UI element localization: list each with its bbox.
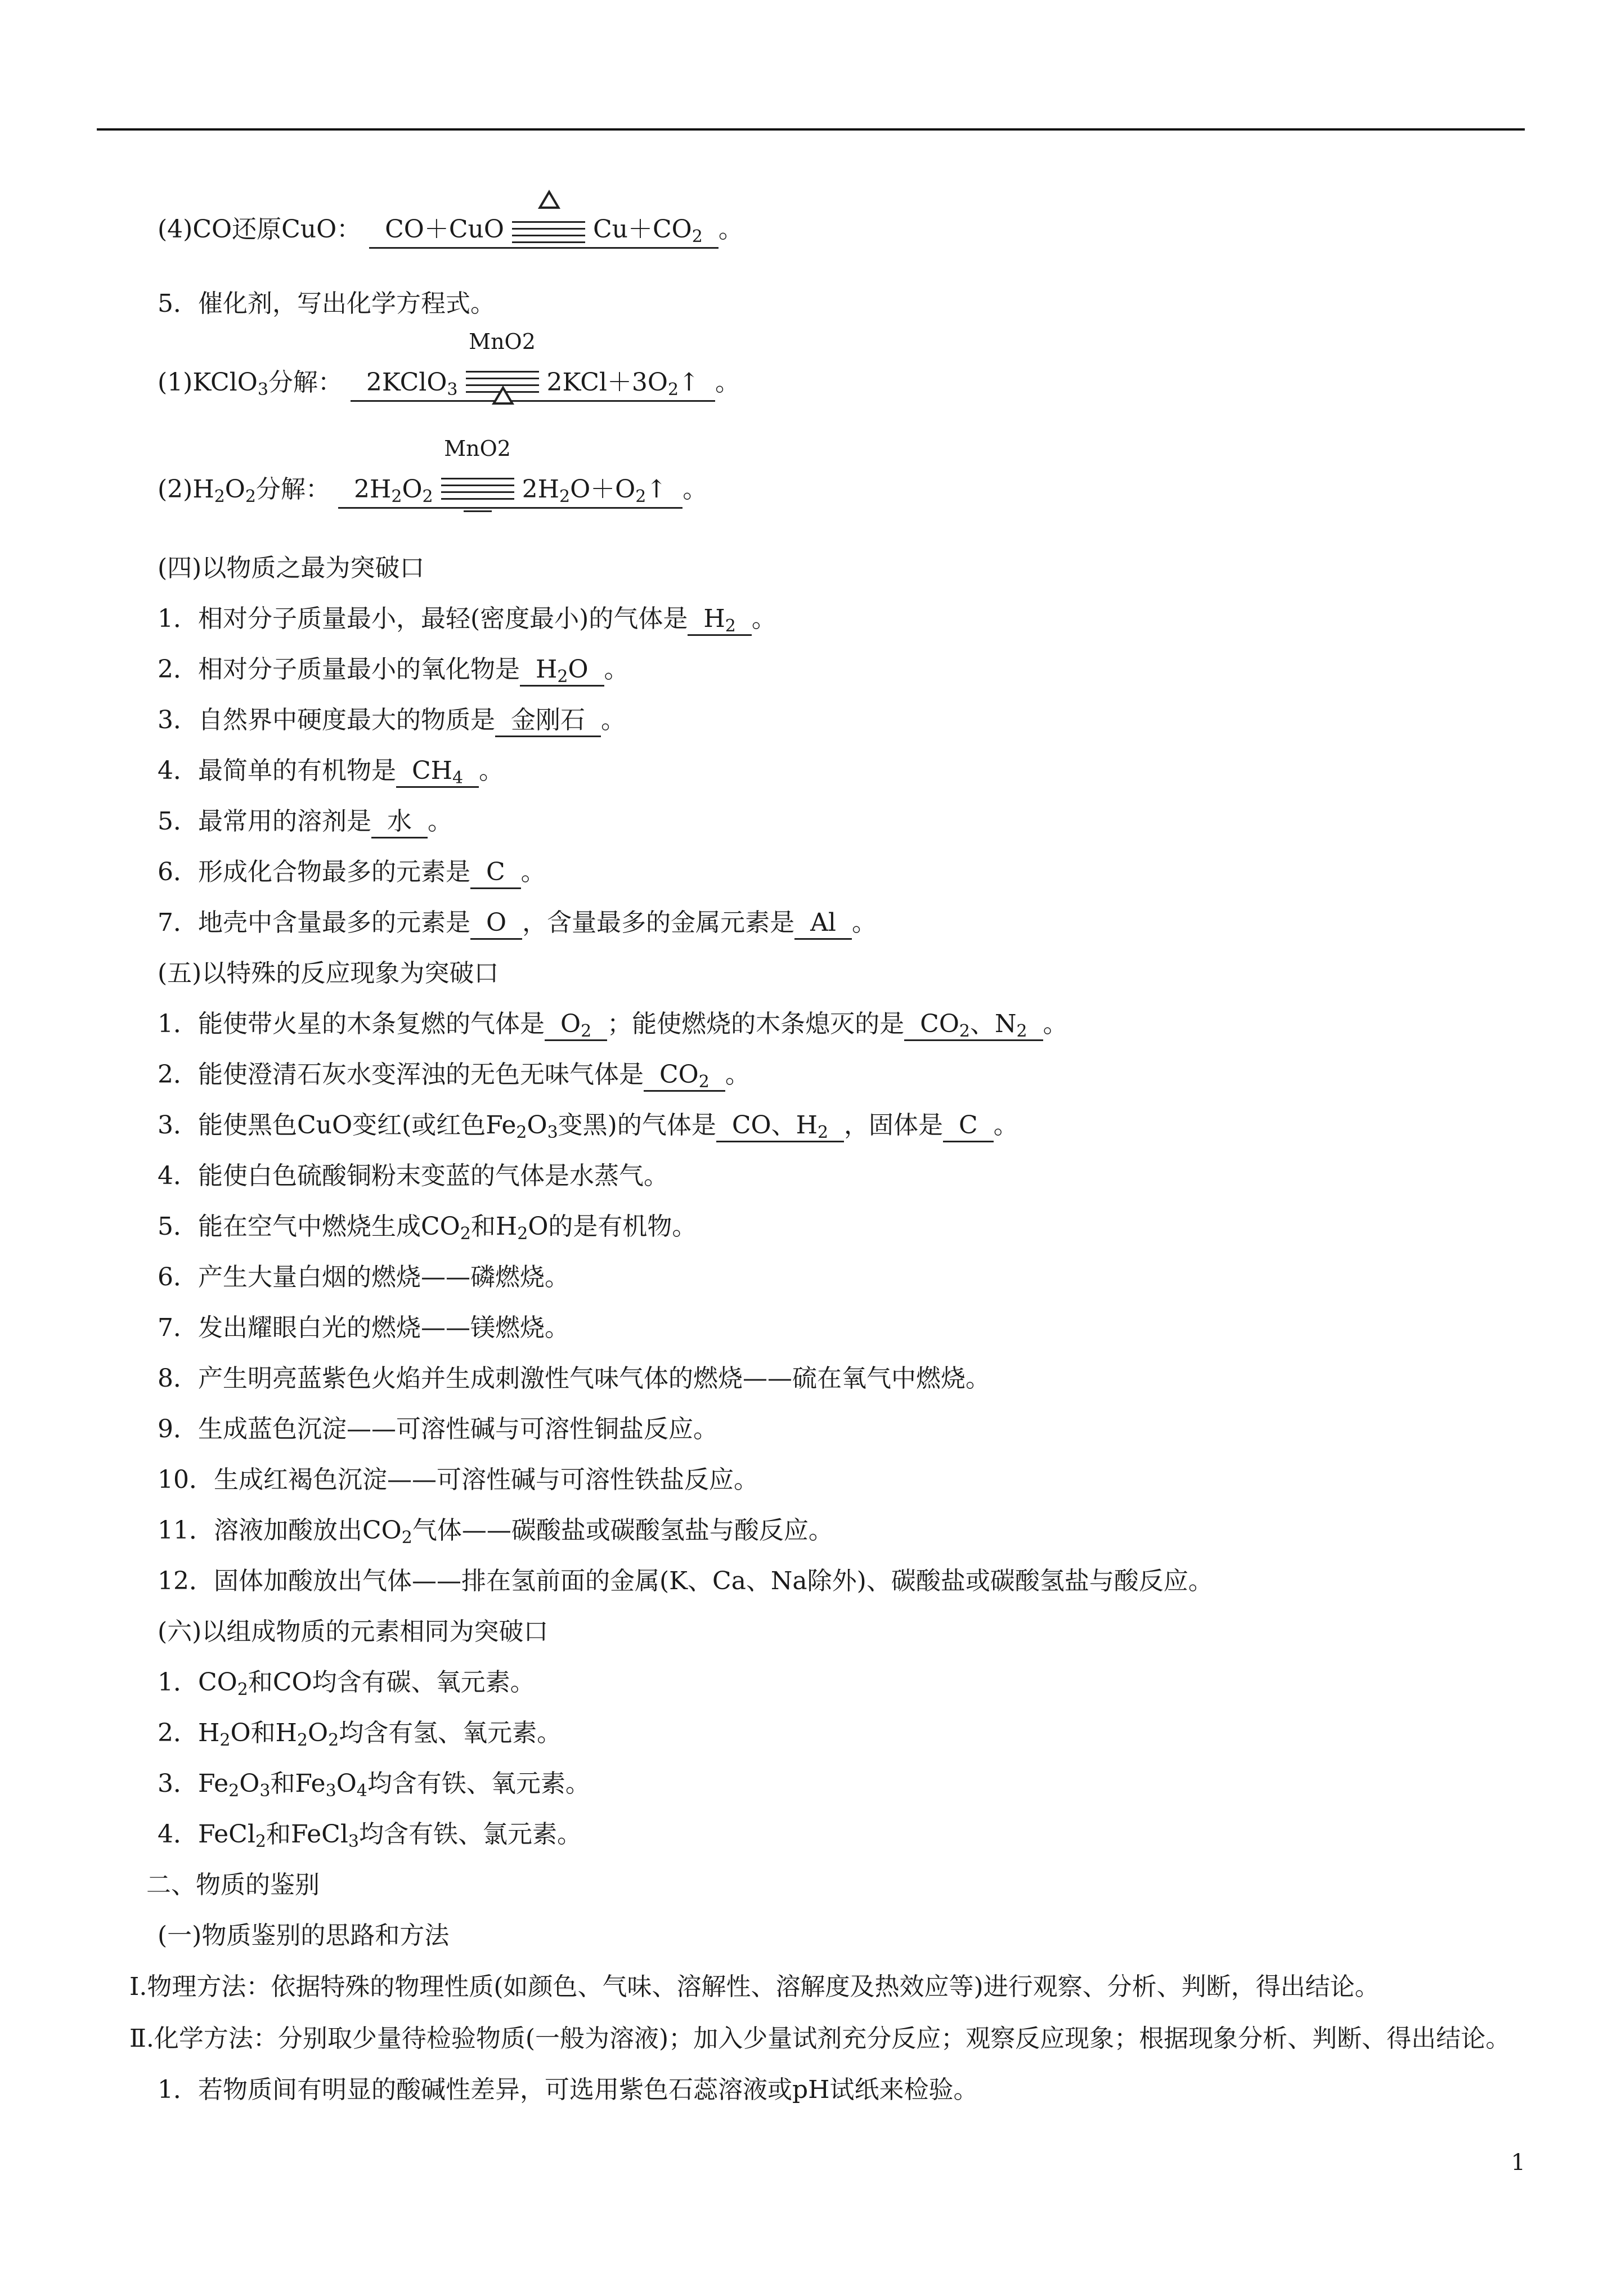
section-heading: (五)以特殊的反应现象为突破口: [158, 959, 499, 988]
list-item: 3．$Fe_2O_3$和$Fe_3O_4$均含有铁、氧元素。: [158, 1769, 590, 1801]
answer-blank: C: [943, 1110, 994, 1142]
answer-blank: 水: [371, 806, 428, 838]
answer-blank: $H_2O$: [520, 654, 604, 687]
paragraph-chemical-method: Ⅱ.化学方法：分别取少量待检验物质(一般为溶液)；加入少量试剂充分反应；观察反应现象；根据现象分析、判断、得出结论。: [129, 2024, 1511, 2053]
list-item: 3．能使黑色CuO变红(或红色$Fe_2O_3$变黑)的气体是 CO、$H_2$ ，固体是 C 。: [158, 1111, 1018, 1142]
list-item: 1．能使带火星的木条复燃的气体是 $O_2$ ；能使燃烧的木条熄灭的是 $CO_2$、$N_2$ 。: [158, 1010, 1068, 1041]
header-rule: [97, 128, 1525, 131]
answer-blank: $2H_2O_2$ MnO2 $2H_2O+O_2↑$: [338, 474, 682, 509]
answer-blank: CO＋CuO $Cu+CO_2$: [369, 214, 719, 249]
catalyst-condition-sign: MnO2: [441, 476, 514, 507]
answer-blank: C: [470, 857, 521, 889]
list-item: 1．相对分子质量最小，最轻(密度最小)的气体是 $H_2$ 。: [158, 604, 776, 636]
paragraph-physical-method: Ⅰ.物理方法：依据特殊的物理性质(如颜色、气味、溶解性、溶解度及热效应等)进行观察、分析、判断，得出结论。: [129, 1972, 1380, 2001]
answer-blank: 2KClO$_3$ MnO2 $2KCl+3O_2↑$: [351, 367, 715, 402]
list-item: 10．生成红褐色沉淀——可溶性碱与可溶性铁盐反应。: [158, 1465, 758, 1494]
answer-blank: CO、$H_2$: [716, 1110, 844, 1142]
list-item: 1．若物质间有明显的酸碱性差异，可选用紫色石蕊溶液或pH试纸来检验。: [158, 2075, 978, 2104]
list-item: 5．能在空气中燃烧生成$CO_2$和$H_2O$的是有机物。: [158, 1212, 697, 1244]
heat-condition-sign: [512, 216, 585, 247]
answer-blank: $O_2$: [545, 1009, 607, 1041]
list-item: 1．$CO_2$和CO均含有碳、氧元素。: [158, 1668, 535, 1699]
list-item: 2．相对分子质量最小的氧化物是 $H_2O$ 。: [158, 655, 629, 687]
catalyst-condition-sign: MnO2: [466, 369, 539, 400]
list-item: 7．地壳中含量最多的元素是 O ，含量最多的金属元素是 Al 。: [158, 898, 1530, 948]
part-heading: 二、物质的鉴别: [146, 1871, 320, 1899]
equation-h2o2: $(2)H_2O_2$分解： $2H_2O_2$ MnO2 $2H_2O+O_2↑$ 。: [158, 436, 1530, 543]
answer-blank: Al: [794, 908, 852, 940]
list-item: 4．能使白色硫酸铜粉末变蓝的气体是水蒸气。: [158, 1162, 668, 1190]
list-item: 7．发出耀眼白光的燃烧——镁燃烧。: [158, 1313, 569, 1342]
page-number: 1: [1511, 2150, 1525, 2176]
answer-blank: $CO_2$: [644, 1060, 725, 1092]
section-heading: (六)以组成物质的元素相同为突破口: [158, 1617, 549, 1646]
list-item: 2．能使澄清石灰水变浑浊的无色无味气体是 $CO_2$ 。: [158, 1060, 750, 1092]
list-item: 4．FeCl$_2$和FeCl$_3$均含有铁、氯元素。: [158, 1820, 582, 1851]
answer-blank: O: [470, 908, 522, 940]
section-heading: (四)以物质之最为突破口: [158, 554, 425, 582]
equation-kclo3: (1)KClO$_3$分解： 2KClO$_3$ MnO2 $2KCl+3O_2↑$ 。: [158, 329, 1530, 436]
list-item: 5．最常用的溶剂是 水 。: [158, 796, 1530, 847]
list-item: 6．产生大量白烟的燃烧——磷燃烧。: [158, 1263, 569, 1292]
list-item: 3．自然界中硬度最大的物质是 金刚石 。: [158, 695, 1530, 746]
answer-blank: $H_2$: [688, 604, 751, 636]
equation-label: (4)CO还原CuO：: [158, 215, 362, 244]
list-item: 6．形成化合物最多的元素是 C 。: [158, 847, 1530, 898]
subsection-heading: (一)物质鉴别的思路和方法: [158, 1921, 450, 1950]
catalyst-heading: 5．催化剂，写出化学方程式。: [158, 289, 495, 318]
heat-triangle-icon: [538, 190, 560, 209]
answer-blank: 金刚石: [495, 705, 601, 737]
list-item: 9．生成蓝色沉淀——可溶性碱与可溶性铜盐反应。: [158, 1415, 718, 1443]
list-item: 11．溶液加酸放出$CO_2$气体——碳酸盐或碳酸氢盐与酸反应。: [158, 1516, 833, 1548]
list-item: 4．最简单的有机物是 $CH_4$ 。: [158, 756, 504, 788]
list-item: 2．$H_2O$和$H_2O_2$均含有氢、氧元素。: [158, 1719, 562, 1750]
answer-blank: $CH_4$: [396, 756, 479, 788]
list-item: 12．固体加酸放出气体——排在氢前面的金属(K、Ca、Na除外)、碳酸盐或碳酸氢盐与酸反应。: [158, 1567, 1213, 1595]
document-body: [129, 180, 1530, 2115]
equation-co-cuo: (4)CO还原CuO： CO＋CuO $Cu+CO_2$ 。: [158, 180, 1530, 279]
list-item: 8．产生明亮蓝紫色火焰并生成刺激性气味气体的燃烧——硫在氧气中燃烧。: [158, 1364, 990, 1393]
answer-blank: $CO_2$、$N_2$: [904, 1009, 1043, 1041]
heat-triangle-icon: [492, 385, 514, 405]
